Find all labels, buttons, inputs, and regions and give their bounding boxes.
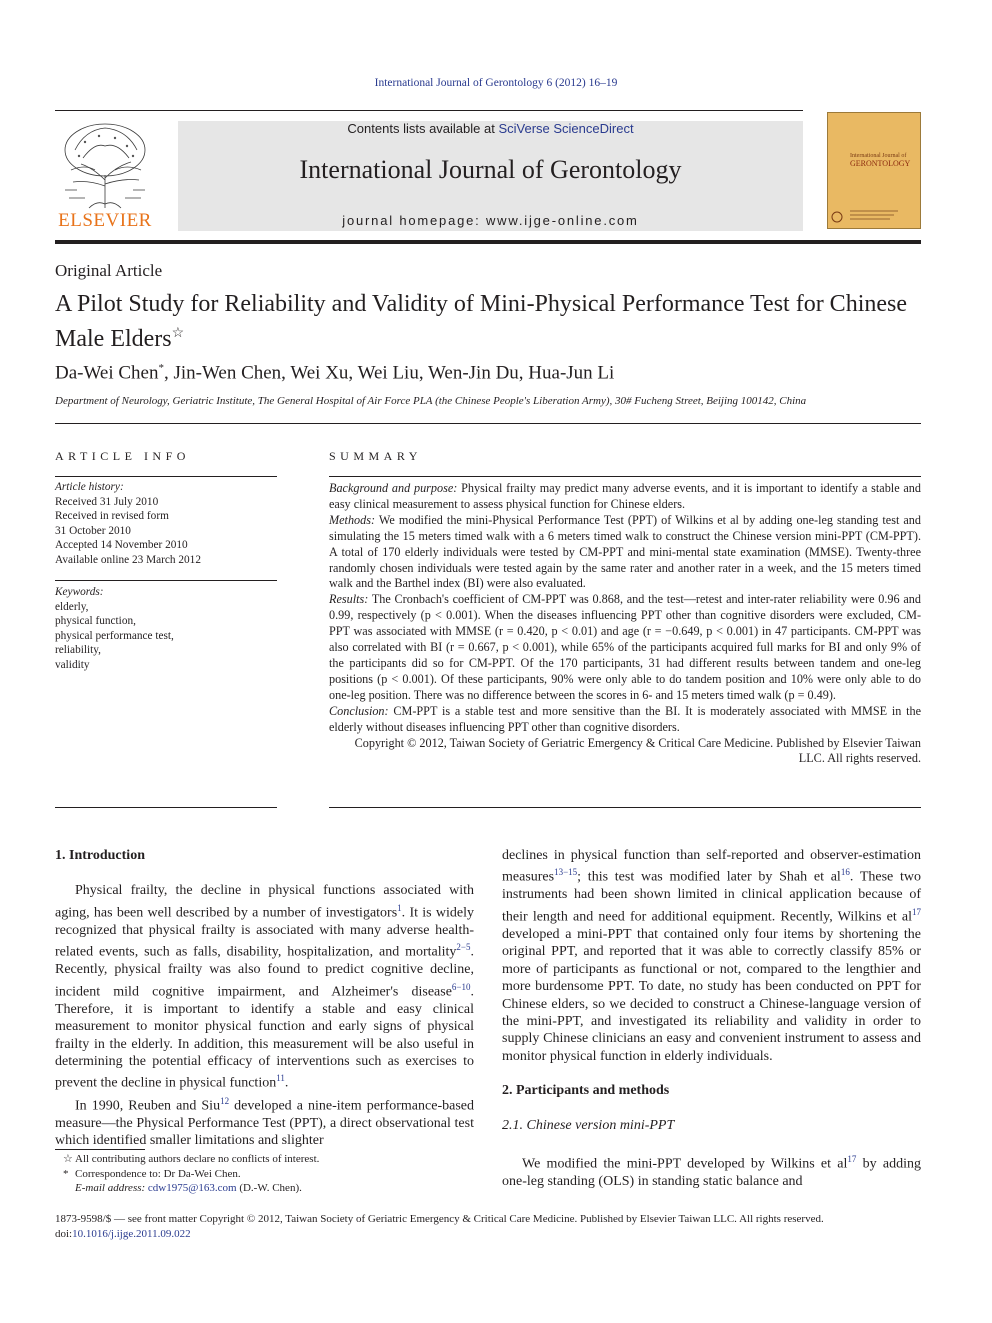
history-item: 31 October 2010 — [55, 524, 131, 537]
summary-results — [329, 592, 921, 703]
article-type: Original Article — [55, 261, 163, 280]
header-rule — [55, 110, 803, 111]
footnote-text: Correspondence to: Dr Da-Wei Chen. — [75, 1167, 241, 1180]
doi-prefix: doi: — [55, 1227, 73, 1240]
title-footnote-mark[interactable]: ☆ — [171, 326, 185, 341]
summary-heading: SUMMARY — [329, 449, 422, 463]
summary-body — [329, 481, 921, 767]
body-text: by adding one-leg standing (OLS) in standing static balance and — [502, 1156, 921, 1190]
paper-title — [55, 290, 921, 354]
sciencedirect-link[interactable]: SciVerse ScienceDirect — [498, 121, 634, 136]
footnote-rule — [55, 1149, 145, 1150]
body-text: developed a mini-PPT that contained only four items by shortening the original PPT, and reported that it was able to correctly classify 85% or more of participants as functional or not, compared to the lengthier and more burdensome PPT. To date, no study has been conducted on PPT for Chinese elders, so we decided to construct a Chinese-language version of the mini-PPT, and investigated its reliability and validity in order to supply Chinese clinicians an easy and convenient instrument to assess and monitor physical function in elderly individuals. — [502, 926, 921, 1064]
star-icon: ☆ — [63, 1153, 73, 1165]
email-label: E-mail address: — [75, 1182, 148, 1194]
footnote-text: All contributing authors declare no conflicts of interest. — [75, 1153, 320, 1165]
elsevier-wordmark: ELSEVIER — [58, 210, 152, 231]
reference-link[interactable]: 6−10 — [451, 981, 471, 992]
subsection-heading: 2.1. Chinese version mini-PPT — [502, 1117, 675, 1133]
footnote-email — [55, 1181, 474, 1196]
summary-methods — [329, 513, 921, 593]
methods-label: Methods: — [329, 512, 376, 527]
body-text: developed a nine-item performance-based measure—the Physical Performance Test (PPT), a direct observational test which identified smaller limitations and slighter — [55, 1098, 474, 1148]
body-text: ; this test was modified later by Shah et al — [577, 870, 841, 886]
journal-title: International Journal of Gerontology — [299, 155, 682, 184]
reference-link[interactable]: 11 — [276, 1073, 285, 1084]
body-text: . Therefore, it is important to identify a stable and easy clinical measurement to monitor physical function and early signs of physical frailty in the elderly. In addition, this measurement will be also useful in determining the potential efficacy of interventions such as exercises to prevent the decline in physical function — [55, 984, 474, 1092]
body-text: Physical frailty, the decline in physical functions associated with aging, has been well described by a number of investigators — [55, 883, 474, 921]
keyword-item[interactable]: physical function, — [55, 615, 136, 627]
affiliation: Department of Neurology, Geriatric Institute, The General Hospital of Air Force PLA (the Chinese People's Liberation Army), 30# Fucheng Street, Beijing 100142, China — [55, 395, 807, 407]
masthead-rule — [55, 240, 921, 244]
reference-link[interactable]: 17 — [847, 1154, 857, 1164]
reference-link[interactable]: 12 — [220, 1095, 230, 1106]
cover-title-small: International Journal of — [850, 153, 907, 159]
reference-link[interactable]: 17 — [912, 906, 921, 917]
results-label: Results: — [329, 592, 369, 607]
section-heading-introduction: 1. Introduction — [55, 848, 145, 863]
footnotes — [55, 1152, 474, 1196]
body-right-column — [502, 847, 921, 1190]
footnote-conflict — [55, 1152, 474, 1167]
methods-paragraph — [502, 1151, 921, 1190]
keywords-rule — [55, 580, 277, 581]
email-suffix: (D.-W. Chen). — [236, 1182, 302, 1194]
reference-link[interactable]: 16 — [840, 867, 850, 878]
corresponding-author-mark[interactable]: * — [158, 362, 164, 374]
reference-link[interactable]: 1 — [397, 902, 402, 913]
keyword-item[interactable]: reliability, — [55, 644, 102, 656]
page-footer — [55, 1212, 921, 1241]
summary-copyright: Copyright © 2012, Taiwan Society of Geriatric Emergency & Critical Care Medicine. Published by Elsevier Taiwan LLC. All rights reserved. — [354, 735, 921, 766]
body-text: . — [284, 1076, 289, 1092]
body-text: In 1990, Reuben and Siu — [75, 1098, 221, 1114]
cover-title-big: GERONTOLOGY — [850, 158, 911, 168]
journal-homepage[interactable]: journal homepage: www.ijge-online.com — [342, 213, 639, 228]
body-text: . It is widely recognized that physical frailty is associated with many adverse health-related events, such as falls, disability, hospitalization, and mortality — [55, 905, 474, 960]
section-heading-methods: 2. Participants and methods — [502, 1083, 670, 1099]
intro-paragraph-continued — [502, 847, 921, 1065]
cover-title — [850, 153, 910, 168]
methods-text: We modified the mini-Physical Performance Test (PPT) of Wilkins et al by adding one-leg standing test and simulating the 15 meters timed walk with a 6 meters timed walk to construct the Chinese version mini-PPT (CM-PPT). A total of 170 elderly individuals were tested by CM-PPT and mini-mental state examination (MMSE). Twenty-three randomly chosen individuals were tested again by the same rater and another rater in a week, and the 15 meters timed walk and the Barthel index (BI) were also evaluated. — [329, 512, 921, 591]
issn-line: 1873-9598/$ — see front matter Copyright © 2012, Taiwan Society of Geriatric Emergency & Critical Care Medicine. Published by Elsevier Taiwan LLC. All rights reserved. — [55, 1213, 824, 1225]
doi-link[interactable]: 10.1016/j.ijge.2011.09.022 — [72, 1227, 191, 1240]
author-list — [55, 362, 614, 384]
keyword-item[interactable]: validity — [55, 658, 90, 671]
article-history — [55, 480, 277, 567]
cover-logo-icon — [831, 211, 843, 223]
article-info-rule — [55, 476, 277, 477]
history-item: Received in revised form — [55, 510, 169, 522]
summary-rule — [329, 476, 921, 477]
author-first[interactable]: Da-Wei Chen — [55, 362, 159, 384]
author-rest: , Jin-Wen Chen, Wei Xu, Wei Liu, Wen-Jin Du, Hua-Jun Li — [163, 362, 615, 384]
summary-conclusion — [329, 704, 921, 736]
background-text: Physical frailty may predict many adverse events, and it is important to identify a stable and easy clinical measurement to assess physical function for Chinese elders. — [329, 481, 921, 511]
results-text: The Cronbach's coefficient of CM-PPT was 0.868, and the test—retest and inter-rater reliability were 0.96 and 0.99, respectively (p < 0.001). When the diseases influencing PPT other than cognitive disorders were excluded, CM-PPT was associated with MMSE (r = 0.420, p < 0.01) and age (r = −0.649, p < 0.001) in 47 participants. CM-PPT was also correlated with BI (r = 0.667, p < 0.001), while 65% of the participants acquired full marks for BI and only 9% of the participants did so for CM-PPT. Of the 170 participants, 31 had different results between tandem and one-leg positions (p < 0.001). Of these participants, 90% were only able to do tandem position and 10% were only able to do one-leg position. There was no difference between the scores in 6- and 15 meters timed walk (p = 0.49). — [329, 592, 921, 702]
background-label: Background and purpose: — [329, 481, 458, 495]
keyword-item[interactable]: elderly, — [55, 600, 89, 613]
body-text: . Recently, physical frailty was also found to predict cognitive decline, incident mild cognitive impairment, and Alzheimer's disease — [55, 944, 474, 1000]
cover-text-lines — [850, 209, 900, 223]
asterisk-icon: * — [63, 1167, 69, 1180]
summary-background — [329, 481, 921, 513]
body-text: declines in physical function than self-reported and observer-estimation measures — [502, 848, 921, 886]
journal-cover-thumbnail[interactable] — [827, 112, 921, 229]
conclusion-text: CM-PPT is a stable test and more sensitive than the BI. It is moderately associated with MMSE in the elderly without diseases influencing PPT other than cognitive disorders. — [329, 703, 921, 734]
reference-link[interactable]: 13−15 — [554, 867, 578, 878]
article-info-bottom-rule — [55, 807, 277, 808]
journal-citation[interactable]: International Journal of Gerontology 6 (2012) 16–19 — [374, 77, 618, 89]
doi-line — [55, 1227, 921, 1242]
body-text: We modified the mini-PPT developed by Wilkins et al — [522, 1156, 848, 1172]
history-item: Received 31 July 2010 — [55, 495, 159, 508]
footnote-correspondence — [55, 1167, 474, 1182]
contents-line — [178, 121, 803, 136]
reference-link[interactable]: 2−5 — [456, 942, 471, 953]
keywords — [55, 585, 277, 672]
journal-masthead — [178, 121, 803, 231]
history-label: Article history: — [55, 481, 124, 493]
article-info-heading: ARTICLE INFO — [55, 449, 190, 463]
history-item: Accepted 14 November 2010 — [55, 539, 188, 551]
paper-title-text: A Pilot Study for Reliability and Validity of Mini-Physical Performance Test for Chinese Male Elders — [55, 291, 907, 352]
keywords-label: Keywords: — [55, 586, 104, 598]
conclusion-label: Conclusion: — [329, 703, 389, 718]
email-link[interactable]: cdw1975@163.com — [147, 1182, 237, 1194]
summary-bottom-rule — [329, 807, 921, 808]
elsevier-logo — [55, 120, 155, 232]
intro-paragraph-2 — [55, 1093, 474, 1150]
body-text: . These two instruments had been shown limited in clinical application because of their length and need for additional equipment. Recently, Wilkins et al — [502, 870, 921, 925]
title-divider — [55, 423, 921, 424]
keyword-item[interactable]: physical performance test, — [55, 629, 174, 642]
tree-icon — [55, 120, 155, 212]
body-left-column — [55, 847, 474, 1149]
contents-prefix: Contents lists available at — [347, 121, 499, 136]
history-item: Available online 23 March 2012 — [55, 553, 201, 566]
intro-paragraph-1 — [55, 882, 474, 1092]
